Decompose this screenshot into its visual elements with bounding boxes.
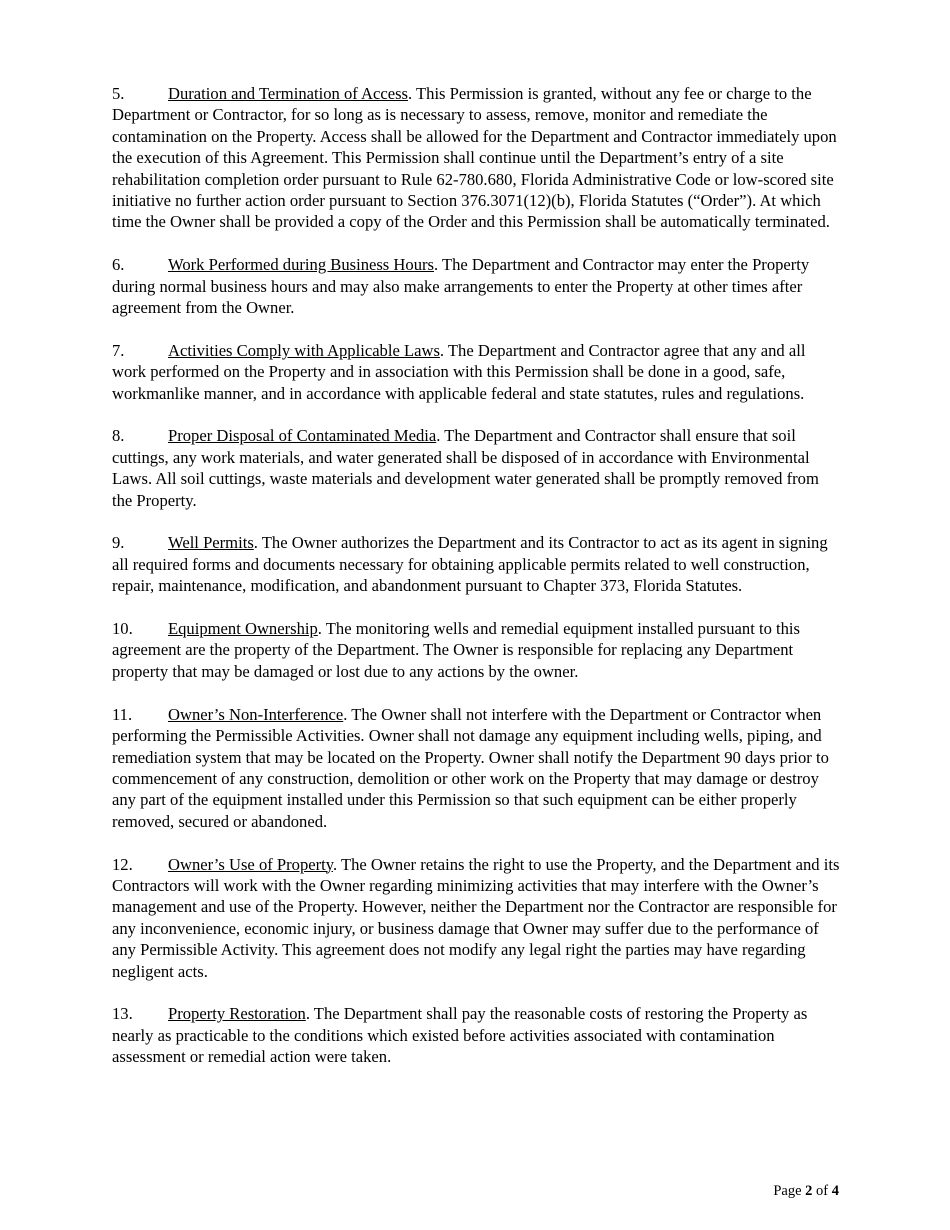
clause-number: 13. [112,1004,133,1024]
total-pages-number: 4 [831,1183,839,1199]
clause-heading: Proper Disposal of Contaminated Media [168,426,437,446]
clause-number: 8. [112,426,125,446]
page-word: Page [773,1183,802,1199]
clause-heading: Duration and Termination of Access [168,84,409,103]
clause-body: . The Owner retains the right to use the Property, and the Department and its Contractors will work with the Owner regarding minimizing activities that may interfere with the Owner’s management and use of the Property. However, neither the Department nor the Contractor are responsible for any inconvenience, economic injury, or business damage that Owner may suffer due to the performance of any Permissible Activity. This agreement does not modify any legal right the parties may have regarding negligent acts. [112,854,840,981]
clause-number: 10. [112,619,133,639]
clause-body: . The Department and Contractor may enter the Property during normal business hours and may also make arrangements to enter the Property at other times after agreement from the Owner. [112,255,810,318]
clause-7 [112,340,840,404]
clause-heading: Activities Comply with Applicable Laws [168,340,440,360]
clause-number: 5. [112,84,125,103]
clause-heading: Owner’s Use of Property [168,854,333,874]
clause-number: 11. [112,704,133,724]
clause-body: . The Department and Contractor agree that any and all work performed on the Property and in association with this Permission shall be done in a good, safe, workmanlike manner, and in accordance with applicable federal and state statutes, rules and regulations. [112,340,806,403]
current-page-number: 2 [805,1183,813,1199]
clause-number: 6. [112,255,125,275]
clause-body: . The Owner authorizes the Department and its Contractor to act as its agent in signing all required forms and documents necessary for obtaining applicable permits related to well construction, repair, maintenance, modification, and abandonment pursuant to Chapter 373, Florida Statutes. [112,533,828,596]
clause-number: 9. [112,533,125,553]
clause-body: . The Department and Contractor shall ensure that soil cuttings, any work materials, and water generated shall be disposed of in accordance with Environmental Laws. All soil cuttings, waste materials and development water generated shall be promptly removed from the Property. [112,426,819,510]
clause-9 [112,532,840,596]
clause-13 [112,1003,840,1067]
document-body [112,83,840,1089]
clause-heading: Property Restoration [168,1004,306,1024]
clause-number: 7. [112,340,125,360]
of-word: of [816,1183,829,1199]
clause-body: . The monitoring wells and remedial equipment installed pursuant to this agreement are the property of the Department. The Owner is responsible for replacing any Department property that may be damaged or lost due to any actions by the owner. [112,619,801,681]
clause-10 [112,618,840,682]
clause-body: . The Owner shall not interfere with the Department or Contractor when performing the Permissible Activities. Owner shall not damage any equipment including wells, piping, and remediation system that may be located on the Property. Owner shall notify the Department 90 days prior to commencement of any construction, demolition or other work on the Property that may damage or destroy any part of the equipment installed under this Permission so that such equipment can be either properly removed, secured or abandoned. [112,704,829,831]
clause-number: 12. [112,854,133,874]
clause-body: . This Permission is granted, without any fee or charge to the Department or Contractor, for so long as is necessary to assess, remove, monitor and remediate the contamination on the Property. Access shall be allowed for the Department and Contractor immediately upon the execution of this Agreement. This Permission shall continue until the Department’s entry of a site rehabilitation completion order pursuant to Rule 62-780.680, Florida Administrative Code or low-scored site initiative no further action order pursuant to Section 376.3071(12)(b), Florida Statutes (“Order”). At which time the Owner shall be provided a copy of the Order and this Permission shall be automatically terminated. [112,84,837,232]
clause-8 [112,425,840,511]
clause-heading: Equipment Ownership [168,619,318,639]
clause-5 [112,83,840,233]
clause-heading: Owner’s Non-Interference [168,704,344,724]
clause-6 [112,254,840,318]
clause-heading: Work Performed during Business Hours [168,255,434,275]
clause-12 [112,854,840,982]
clause-heading: Well Permits [168,533,254,553]
clause-11 [112,704,840,832]
clause-body: . The Department shall pay the reasonable costs of restoring the Property as nearly as practicable to the conditions which existed before activities associated with contamination assessment or remedial action were taken. [112,1004,808,1067]
page-number-footer [773,1182,839,1200]
